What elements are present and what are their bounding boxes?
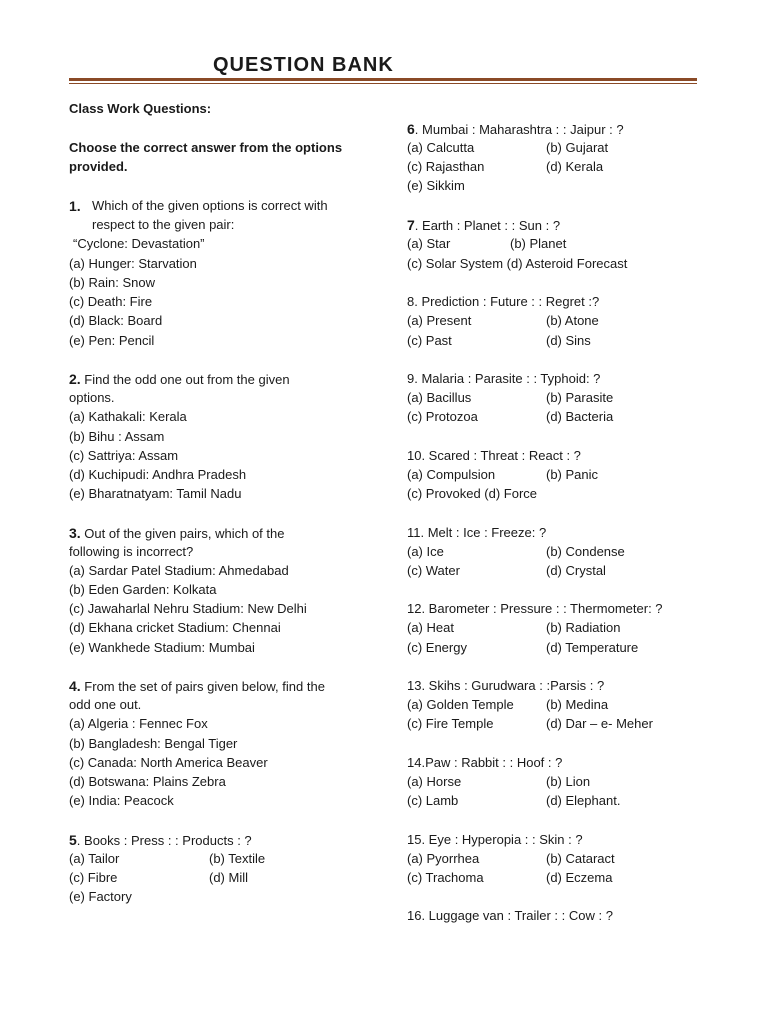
question-number: 5 bbox=[69, 832, 77, 848]
option: (b) Planet bbox=[510, 236, 567, 251]
question-text: . Earth : Planet : : Sun : ? bbox=[414, 218, 561, 233]
option: (a) Kathakali: Kerala bbox=[69, 409, 187, 424]
option: (b) Gujarat bbox=[546, 140, 609, 155]
question-text: Find the odd one out from the given bbox=[80, 372, 290, 387]
option: (b) Textile bbox=[209, 851, 266, 866]
option: (a) Present bbox=[407, 313, 472, 328]
question-number: 2. bbox=[69, 371, 81, 387]
option: (e) Pen: Pencil bbox=[69, 333, 155, 348]
option: (a) Golden Temple bbox=[407, 697, 514, 712]
option: (c) Trachoma bbox=[407, 870, 484, 885]
option: (a) Heat bbox=[407, 620, 454, 635]
option: (d) Elephant. bbox=[546, 793, 621, 808]
option: (c) Sattriya: Assam bbox=[69, 448, 179, 463]
question-text: Out of the given pairs, which of the bbox=[80, 526, 285, 541]
option: (b) Bangladesh: Bengal Tiger bbox=[69, 736, 238, 751]
option: (d) Sins bbox=[546, 333, 591, 348]
option: (a) Calcutta bbox=[407, 140, 475, 155]
option: (b) Medina bbox=[546, 697, 609, 712]
option: (a) Tailor bbox=[69, 851, 120, 866]
option: (c) Lamb bbox=[407, 793, 459, 808]
question-text: 12. Barometer : Pressure : : Thermometer: ? bbox=[407, 601, 663, 616]
question-number: 1. bbox=[69, 198, 81, 214]
question-number: 4. bbox=[69, 678, 81, 694]
option: (c) Death: Fire bbox=[69, 294, 153, 309]
option: (a) Horse bbox=[407, 774, 462, 789]
header-rule-thin bbox=[69, 83, 697, 84]
option: (d) Kerala bbox=[546, 159, 604, 174]
question-text: 14.Paw : Rabbit : : Hoof : ? bbox=[407, 755, 563, 770]
option: (c) Rajasthan bbox=[407, 159, 485, 174]
option: (d) Crystal bbox=[546, 563, 606, 578]
question-text: 10. Scared : Threat : React : ? bbox=[407, 448, 581, 463]
option: (c) Past bbox=[407, 333, 452, 348]
option: (b) Radiation bbox=[546, 620, 621, 635]
question-text: 16. Luggage van : Trailer : : Cow : ? bbox=[407, 908, 613, 923]
question-pair: “Cyclone: Devastation” bbox=[73, 236, 205, 251]
option: (a) Sardar Patel Stadium: Ahmedabad bbox=[69, 563, 289, 578]
question-text: options. bbox=[69, 390, 115, 405]
question-number: 7 bbox=[407, 217, 415, 233]
option: (d) Eczema bbox=[546, 870, 613, 885]
question-number: 6 bbox=[407, 121, 415, 137]
option: (a) Bacillus bbox=[407, 390, 472, 405]
question-text: 8. Prediction : Future : : Regret :? bbox=[407, 294, 600, 309]
header-rule-thick bbox=[69, 78, 697, 81]
question-text: respect to the given pair: bbox=[92, 217, 235, 232]
option: (b) Parasite bbox=[546, 390, 614, 405]
option: (e) Bharatnatyam: Tamil Nadu bbox=[69, 486, 242, 501]
question-number: 3. bbox=[69, 525, 81, 541]
option: (e) Sikkim bbox=[407, 178, 465, 193]
option: (d) Botswana: Plains Zebra bbox=[69, 774, 226, 789]
instruction-line-1: Choose the correct answer from the options bbox=[69, 140, 343, 155]
question-text: . Books : Press : : Products : ? bbox=[76, 833, 252, 848]
option: (b) Atone bbox=[546, 313, 599, 328]
question-text: odd one out. bbox=[69, 697, 142, 712]
option: (c) Water bbox=[407, 563, 460, 578]
option: (a) Compulsion bbox=[407, 467, 496, 482]
option: (b) Lion bbox=[546, 774, 591, 789]
option: (d) Bacteria bbox=[546, 409, 614, 424]
option: (a) Hunger: Starvation bbox=[69, 256, 197, 271]
option: (a) Algeria : Fennec Fox bbox=[69, 716, 208, 731]
option: (d) Mill bbox=[209, 870, 248, 885]
section-heading: Class Work Questions: bbox=[69, 101, 212, 116]
option: (d) Dar – e- Meher bbox=[546, 716, 653, 731]
option: (e) Factory bbox=[69, 889, 132, 904]
option: (b) Eden Garden: Kolkata bbox=[69, 582, 217, 597]
page-title: QUESTION BANK bbox=[213, 54, 394, 76]
option: (b) Rain: Snow bbox=[69, 275, 155, 290]
option: (c) Protozoa bbox=[407, 409, 478, 424]
option: (c) Fibre bbox=[69, 870, 118, 885]
question-text: following is incorrect? bbox=[69, 544, 194, 559]
option: (a) Star bbox=[407, 236, 451, 251]
option: (b) Cataract bbox=[546, 851, 615, 866]
option: (c) Jawaharlal Nehru Stadium: New Delhi bbox=[69, 601, 307, 616]
option: (c) Provoked (d) Force bbox=[407, 486, 538, 501]
question-text: . Mumbai : Maharashtra : : Jaipur : ? bbox=[414, 122, 624, 137]
option: (d) Ekhana cricket Stadium: Chennai bbox=[69, 620, 281, 635]
question-text: 11. Melt : Ice : Freeze: ? bbox=[407, 525, 547, 540]
question-text: From the set of pairs given below, find the bbox=[80, 679, 325, 694]
option: (b) Condense bbox=[546, 544, 625, 559]
question-text: 9. Malaria : Parasite : : Typhoid: ? bbox=[407, 371, 601, 386]
option: (a) Pyorrhea bbox=[407, 851, 480, 866]
option: (b) Bihu : Assam bbox=[69, 429, 165, 444]
instruction-line-2: provided. bbox=[69, 159, 128, 174]
question-text: Which of the given options is correct with bbox=[92, 198, 328, 213]
option: (c) Fire Temple bbox=[407, 716, 494, 731]
option: (c) Solar System (d) Asteroid Forecast bbox=[407, 256, 628, 271]
option: (b) Panic bbox=[546, 467, 599, 482]
option: (d) Temperature bbox=[546, 640, 639, 655]
option: (d) Black: Board bbox=[69, 313, 163, 328]
question-text: 13. Skihs : Gurudwara : :Parsis : ? bbox=[407, 678, 605, 693]
option: (e) India: Peacock bbox=[69, 793, 174, 808]
option: (d) Kuchipudi: Andhra Pradesh bbox=[69, 467, 247, 482]
option: (c) Canada: North America Beaver bbox=[69, 755, 268, 770]
option: (c) Energy bbox=[407, 640, 467, 655]
option: (e) Wankhede Stadium: Mumbai bbox=[69, 640, 255, 655]
question-text: 15. Eye : Hyperopia : : Skin : ? bbox=[407, 832, 583, 847]
option: (a) Ice bbox=[407, 544, 444, 559]
